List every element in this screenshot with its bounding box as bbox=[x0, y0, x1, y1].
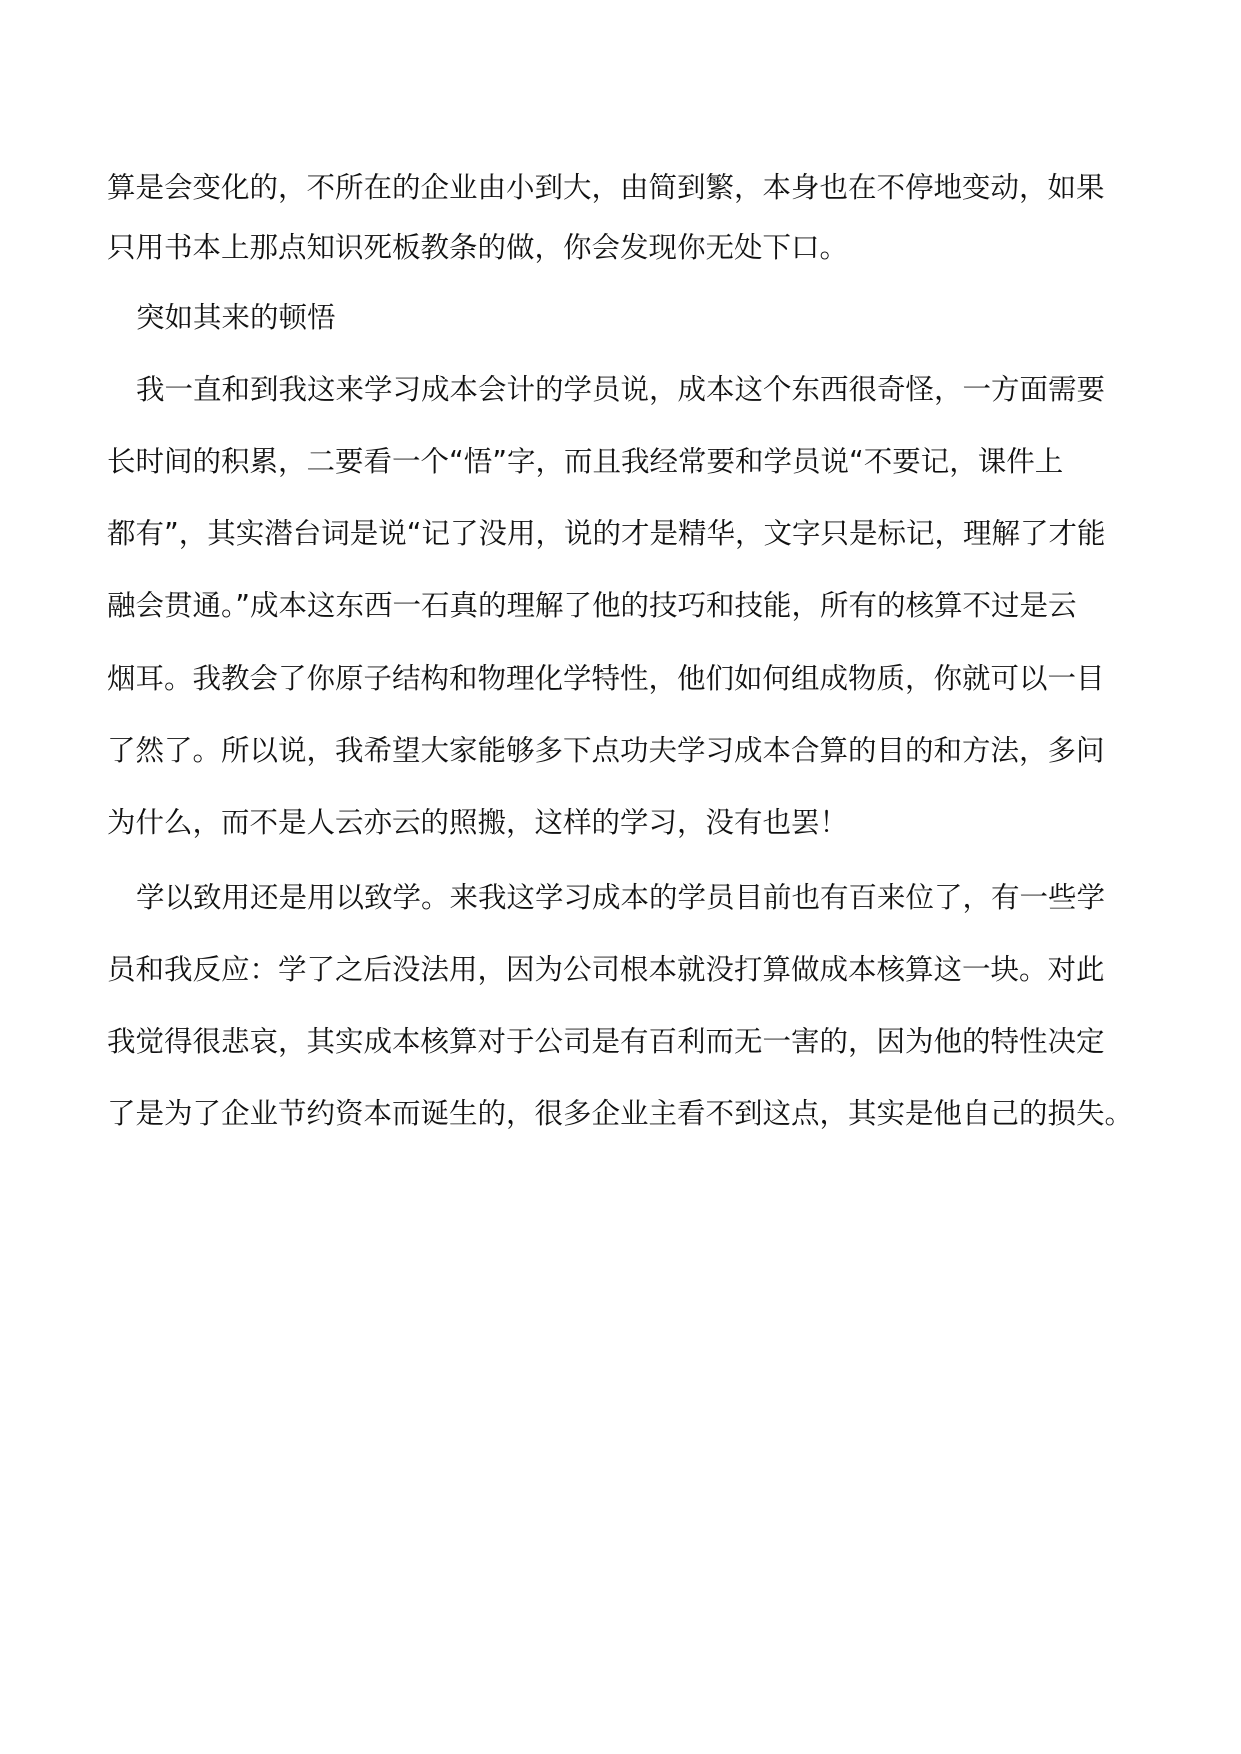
paragraph-line: 烟耳。我教会了你原子结构和物理化学特性，他们如何组成物质，你就可以一目 bbox=[107, 662, 1105, 695]
section-heading: 突如其来的顿悟 bbox=[136, 301, 336, 334]
paragraph-line: 我一直和到我这来学习成本会计的学员说，成本这个东西很奇怪，一方面需要 bbox=[136, 373, 1106, 406]
paragraph-line: 我觉得很悲哀，其实成本核算对于公司是有百利而无一害的，因为他的特性决定 bbox=[107, 1025, 1105, 1058]
paragraph-line: 都有”，其实潜台词是说“记了没用，说的才是精华，文字只是标记，理解了才能 bbox=[107, 517, 1106, 550]
paragraph-line: 融会贯通。”成本这东西一石真的理解了他的技巧和技能，所有的核算不过是云 bbox=[107, 589, 1077, 622]
paragraph-line: 了然了。所以说，我希望大家能够多下点功夫学习成本合算的目的和方法，多问 bbox=[107, 734, 1105, 767]
paragraph-line: 为什么，而不是人云亦云的照搬，这样的学习，没有也罢！ bbox=[107, 806, 849, 839]
paragraph-line: 只用书本上那点知识死板教条的做，你会发现你无处下口。 bbox=[107, 231, 849, 264]
paragraph-line: 学以致用还是用以致学。来我这学习成本的学员目前也有百来位了，有一些学 bbox=[136, 881, 1106, 914]
paragraph-line: 算是会变化的，不所在的企业由小到大，由简到繁，本身也在不停地变动，如果 bbox=[107, 171, 1105, 204]
paragraph-line: 员和我反应：学了之后没法用，因为公司根本就没打算做成本核算这一块。对此 bbox=[107, 953, 1105, 986]
paragraph-line: 长时间的积累，二要看一个“悟”字，而且我经常要和学员说“不要记，课件上 bbox=[107, 445, 1064, 478]
paragraph-line: 了是为了企业节约资本而诞生的，很多企业主看不到这点，其实是他自己的损失。 bbox=[107, 1097, 1134, 1130]
